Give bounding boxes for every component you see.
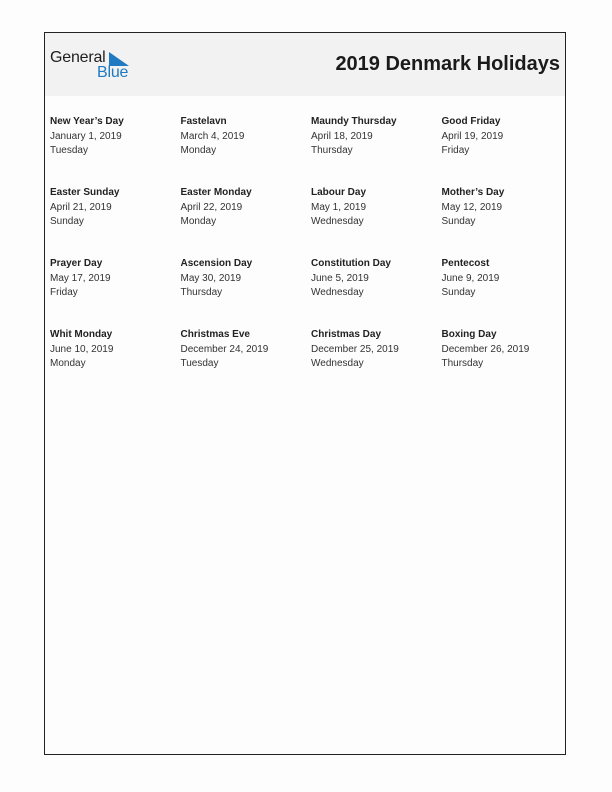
holiday-name: Maundy Thursday <box>311 116 397 127</box>
holiday-weekday: Monday <box>50 358 86 369</box>
holiday-weekday: Friday <box>50 287 78 298</box>
holiday-date: May 1, 2019 <box>311 201 367 213</box>
holiday-date: May 12, 2019 <box>441 201 503 213</box>
holiday-date: April 21, 2019 <box>50 201 112 213</box>
holiday-weekday: Thursday <box>180 287 223 298</box>
holiday-entry <box>181 328 312 399</box>
holiday-weekday: Thursday <box>441 358 484 369</box>
holiday-date: April 22, 2019 <box>180 201 243 213</box>
holiday-weekday: Friday <box>441 145 470 156</box>
holiday-weekday: Wednesday <box>311 216 364 227</box>
header <box>45 33 565 96</box>
page-frame <box>44 32 566 755</box>
holiday-name: Pentecost <box>441 258 490 269</box>
holiday-name: New Year’s Day <box>50 116 124 127</box>
holiday-date: June 9, 2019 <box>441 272 500 284</box>
holiday-name: Easter Monday <box>180 187 252 198</box>
holiday-weekday: Sunday <box>50 216 84 227</box>
holiday-name: Whit Monday <box>50 329 113 340</box>
holiday-entry <box>181 186 312 257</box>
holiday-entry <box>442 257 570 328</box>
holiday-date: January 1, 2019 <box>50 130 122 142</box>
holiday-name: Christmas Eve <box>180 329 250 340</box>
logo-text-general: General <box>50 49 106 66</box>
holiday-name: Boxing Day <box>441 329 497 340</box>
holiday-date: June 10, 2019 <box>50 343 114 355</box>
holiday-entry <box>50 328 181 399</box>
logo-text-blue: Blue <box>97 64 129 81</box>
holiday-entry <box>181 115 312 186</box>
holiday-entry <box>50 115 181 186</box>
holiday-weekday: Wednesday <box>311 287 364 298</box>
holiday-name: Good Friday <box>441 116 501 127</box>
holiday-entry <box>311 328 442 399</box>
holiday-weekday: Monday <box>180 145 217 156</box>
holiday-weekday: Thursday <box>311 145 353 156</box>
holiday-entry <box>181 257 312 328</box>
holiday-entry <box>50 186 181 257</box>
holiday-entry <box>311 115 442 186</box>
holiday-date: March 4, 2019 <box>180 130 245 142</box>
holiday-weekday: Tuesday <box>50 145 88 156</box>
holiday-date: December 26, 2019 <box>441 343 530 355</box>
holiday-entry <box>442 115 570 186</box>
holiday-name: Constitution Day <box>311 258 391 269</box>
holiday-entry <box>442 186 570 257</box>
holiday-name: Mother’s Day <box>441 187 505 198</box>
holiday-weekday: Sunday <box>441 216 476 227</box>
holiday-date: June 5, 2019 <box>311 272 369 284</box>
holiday-name: Labour Day <box>311 187 367 198</box>
holiday-weekday: Wednesday <box>311 358 364 369</box>
page-title: 2019 Denmark Holidays <box>335 53 560 75</box>
holiday-name: Christmas Day <box>311 329 382 340</box>
holiday-name: Fastelavn <box>180 116 227 127</box>
logo <box>50 49 140 83</box>
holiday-entry <box>311 257 442 328</box>
holiday-name: Easter Sunday <box>50 187 120 198</box>
holiday-date: May 30, 2019 <box>180 272 242 284</box>
holiday-date: December 24, 2019 <box>180 343 269 355</box>
holiday-date: April 18, 2019 <box>311 130 373 142</box>
holiday-weekday: Tuesday <box>180 358 219 369</box>
holiday-date: December 25, 2019 <box>311 343 399 355</box>
holiday-date: April 19, 2019 <box>441 130 504 142</box>
holiday-weekday: Monday <box>180 216 217 227</box>
holiday-weekday: Sunday <box>441 287 476 298</box>
holiday-entry <box>311 186 442 257</box>
holiday-name: Ascension Day <box>180 258 253 269</box>
holiday-name: Prayer Day <box>50 258 103 269</box>
holiday-date: May 17, 2019 <box>50 272 111 284</box>
holiday-grid <box>50 115 570 399</box>
holiday-entry <box>50 257 181 328</box>
holiday-entry <box>442 328 570 399</box>
